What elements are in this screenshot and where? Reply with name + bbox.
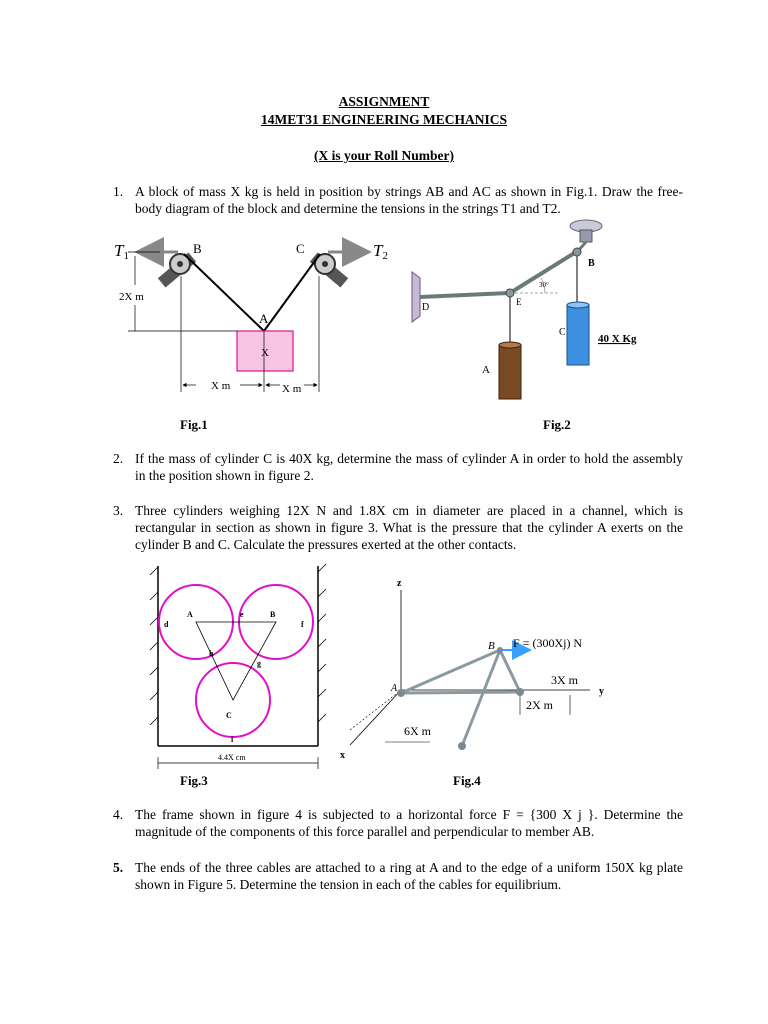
fig4-dim-3x: 3X m — [551, 673, 578, 687]
question-text: A block of mass X kg is held in position by strings AB and AC as shown in Fig.1. Draw the free-body diagram of the block and determine the tensions in the strings T1 and T2. — [135, 184, 683, 216]
course-title: 14MET31 ENGINEERING MECHANICS — [260, 112, 508, 127]
fig1-caption: Fig.1 — [180, 417, 208, 432]
left-span-label: X m — [211, 380, 231, 392]
fig2-mass: 40 X Kg — [598, 333, 637, 345]
fig3-label-b: B — [270, 610, 276, 619]
question-text: The frame shown in figure 4 is subjected to a horizontal force F = {300 X j }. Determine the magnitude of the components of this force parallel and perpendicular to member AB. — [135, 807, 683, 839]
question-text: If the mass of cylinder C is 40X kg, determine the mass of cylinder A in order to hold the assembly in the position shown in figure 2. — [135, 451, 683, 483]
label-c: C — [296, 241, 305, 256]
assignment-title: ASSIGNMENT — [338, 94, 430, 109]
block-label: X — [261, 347, 269, 359]
height-label: 2X m — [119, 291, 144, 303]
fig2-label-e: E — [516, 297, 522, 307]
right-span-label: X m — [282, 383, 302, 395]
fig2-label-b: B — [588, 258, 595, 269]
fig4-caption: Fig.4 — [453, 773, 481, 788]
fig4-label-b: B — [488, 640, 495, 652]
fig2-caption: Fig.2 — [543, 417, 571, 432]
fig3-label-g: g — [257, 659, 261, 668]
fig4-force: F = (300Xj) N — [513, 636, 583, 650]
fig3-label-f: f — [301, 620, 304, 629]
fig3-label-a: A — [187, 610, 193, 619]
label-b: B — [193, 241, 202, 256]
fig3-width: 4.4X cm — [218, 753, 246, 762]
fig4-dim-6x: 6X m — [404, 724, 431, 738]
fig3-label-i: i — [231, 735, 234, 744]
fig2-label-d: D — [422, 302, 430, 313]
question-number: 5. — [113, 860, 124, 875]
label-t1: T1 — [114, 241, 129, 262]
fig3-caption: Fig.3 — [180, 773, 208, 788]
label-t2: T2 — [373, 241, 388, 262]
fig2-label-a: A — [482, 364, 490, 376]
fig2-label-c: C — [559, 327, 566, 338]
question-text: Three cylinders weighing 12X N and 1.8X cm in diameter are placed in a channel, which is rectangular in section as shown in figure 3. What is the pressure that the cylinder A exerts on the cylinder B and C. Calculate the pressures exerted at the other contacts. — [135, 503, 683, 552]
roll-number-note: (X is your Roll Number) — [314, 148, 454, 163]
label-a: A — [259, 311, 269, 326]
fig4-axis-x: x — [340, 750, 345, 761]
fig3-label-c: C — [226, 711, 232, 720]
fig4-axis-z: z — [397, 578, 402, 589]
fig3-label-d: d — [164, 620, 169, 629]
question-text: The ends of the three cables are attached to a ring at A and to the edge of a uniform 150X kg plate shown in Figure 5. Determine the tension in each of the cables for equilibrium. — [135, 860, 683, 892]
question-number: 1. — [113, 184, 124, 199]
fig3-label-h: h — [209, 649, 214, 658]
fig4-label-a: A — [391, 683, 398, 694]
question-number: 3. — [113, 503, 124, 518]
fig4-axis-y: y — [599, 686, 604, 697]
fig4-dim-2x: 2X m — [526, 698, 553, 712]
fig2-angle: 30° — [539, 281, 549, 289]
question-number: 4. — [113, 807, 124, 822]
question-number: 2. — [113, 451, 124, 466]
fig3-label-e: e — [240, 610, 244, 619]
